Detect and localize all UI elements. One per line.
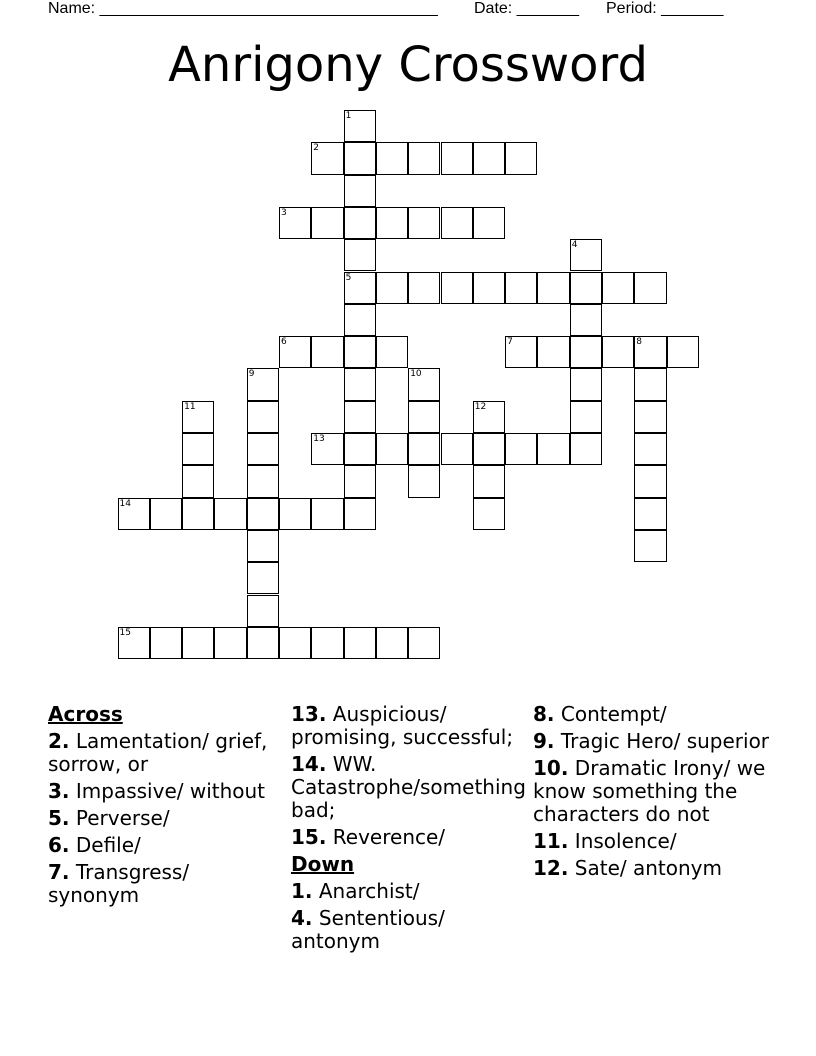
grid-cell[interactable] xyxy=(311,433,343,465)
page-title: Anrigony Crossword xyxy=(168,37,648,93)
grid-cell[interactable] xyxy=(376,336,408,368)
grid-cell[interactable] xyxy=(311,627,343,659)
grid-cell[interactable] xyxy=(376,627,408,659)
grid-cell[interactable] xyxy=(408,272,440,304)
grid-cell[interactable] xyxy=(408,433,440,465)
grid-cell[interactable] xyxy=(311,336,343,368)
clue-number: 6 xyxy=(281,337,287,348)
grid-cell[interactable] xyxy=(408,142,440,174)
grid-cell[interactable] xyxy=(247,465,279,497)
grid-cell[interactable] xyxy=(118,498,150,530)
grid-cell[interactable] xyxy=(182,498,214,530)
grid-cell[interactable] xyxy=(408,368,440,400)
grid-cell[interactable] xyxy=(537,433,569,465)
grid-cell[interactable] xyxy=(473,207,505,239)
grid-cell[interactable] xyxy=(634,433,666,465)
grid-cell[interactable] xyxy=(376,142,408,174)
grid-cell[interactable] xyxy=(344,239,376,271)
grid-cell[interactable] xyxy=(247,433,279,465)
clue-number: 7 xyxy=(507,337,513,348)
grid-cell[interactable] xyxy=(667,336,699,368)
clue-down-1: 1. Anarchist/ xyxy=(291,879,420,903)
grid-cell[interactable] xyxy=(537,336,569,368)
clue-number: 12 xyxy=(474,401,487,412)
period-field[interactable]: Period: _______ xyxy=(606,0,724,17)
grid-cell[interactable] xyxy=(505,272,537,304)
grid-cell[interactable] xyxy=(311,498,343,530)
name-field[interactable]: Name: ______________________________________ xyxy=(48,0,438,17)
grid-cell[interactable] xyxy=(182,465,214,497)
grid-cell[interactable] xyxy=(344,627,376,659)
grid-cell[interactable] xyxy=(182,401,214,433)
grid-cell[interactable] xyxy=(408,207,440,239)
grid-cell[interactable] xyxy=(473,498,505,530)
grid-cell[interactable] xyxy=(279,336,311,368)
grid-cell[interactable] xyxy=(344,142,376,174)
down-heading: Down xyxy=(291,852,355,876)
clue-number: 2 xyxy=(313,143,320,154)
clue-number: 15 xyxy=(119,627,131,638)
clues-column-3 xyxy=(533,703,773,884)
grid-cell[interactable] xyxy=(344,336,376,368)
grid-cell[interactable] xyxy=(344,368,376,400)
grid-cell[interactable] xyxy=(344,110,376,142)
grid-cell[interactable] xyxy=(182,433,214,465)
grid-cell[interactable] xyxy=(441,272,473,304)
grid-cell[interactable] xyxy=(344,304,376,336)
clues-column-1 xyxy=(48,703,283,911)
grid-cell[interactable] xyxy=(344,433,376,465)
grid-cell[interactable] xyxy=(376,272,408,304)
clue-down-11: 11. Insolence/ xyxy=(533,829,677,853)
grid-cell[interactable] xyxy=(214,498,246,530)
grid-cell[interactable] xyxy=(279,627,311,659)
grid-cell[interactable] xyxy=(505,142,537,174)
grid-cell[interactable] xyxy=(247,368,279,400)
grid-cell[interactable] xyxy=(473,142,505,174)
clue-down-10: 10. Dramatic Irony/ we know something the characters do not xyxy=(533,756,766,826)
grid-cell[interactable] xyxy=(344,175,376,207)
clue-across-6: 6. Defile/ xyxy=(48,833,141,857)
grid-cell[interactable] xyxy=(473,433,505,465)
grid-cell[interactable] xyxy=(247,530,279,562)
clues-column-2 xyxy=(291,703,526,957)
clue-number: 3 xyxy=(281,207,287,218)
date-field[interactable]: Date: _______ xyxy=(474,0,579,17)
grid-cell[interactable] xyxy=(150,627,182,659)
grid-cell[interactable] xyxy=(473,401,505,433)
grid-cell[interactable] xyxy=(150,498,182,530)
grid-cell[interactable] xyxy=(247,595,279,627)
grid-cell[interactable] xyxy=(570,272,602,304)
grid-cell[interactable] xyxy=(344,272,376,304)
grid-cell[interactable] xyxy=(505,336,537,368)
grid-cell[interactable] xyxy=(473,465,505,497)
grid-cell[interactable] xyxy=(634,272,666,304)
grid-cell[interactable] xyxy=(602,336,634,368)
grid-cell[interactable] xyxy=(376,433,408,465)
grid-cell[interactable] xyxy=(344,401,376,433)
clue-down-9: 9. Tragic Hero/ superior xyxy=(533,729,770,753)
grid-cell[interactable] xyxy=(634,530,666,562)
grid-cell[interactable] xyxy=(311,207,343,239)
grid-cell[interactable] xyxy=(247,401,279,433)
clue-number: 9 xyxy=(248,369,255,380)
grid-cell[interactable] xyxy=(344,498,376,530)
clue-across-15: 15. Reverence/ xyxy=(291,825,446,849)
grid-cell[interactable] xyxy=(634,336,666,368)
clue-across-2: 2. Lamentation/ grief, sorrow, or xyxy=(48,729,268,776)
grid-cell[interactable] xyxy=(408,401,440,433)
grid-cell[interactable] xyxy=(570,401,602,433)
clue-number: 11 xyxy=(184,401,196,412)
clue-across-7: 7. Transgress/ synonym xyxy=(48,860,190,907)
clue-across-3: 3. Impassive/ without xyxy=(48,779,266,803)
grid-cell[interactable] xyxy=(570,304,602,336)
grid-cell[interactable] xyxy=(311,142,343,174)
grid-cell[interactable] xyxy=(214,627,246,659)
clue-down-12: 12. Sate/ antonym xyxy=(533,856,722,880)
grid-cell[interactable] xyxy=(570,433,602,465)
grid-cell[interactable] xyxy=(634,368,666,400)
grid-cell[interactable] xyxy=(634,401,666,433)
clue-number: 10 xyxy=(410,369,422,380)
grid-cell[interactable] xyxy=(344,465,376,497)
grid-cell[interactable] xyxy=(344,207,376,239)
grid-cell[interactable] xyxy=(247,498,279,530)
grid-cell[interactable] xyxy=(247,562,279,594)
grid-cell[interactable] xyxy=(118,627,150,659)
grid-cell[interactable] xyxy=(376,207,408,239)
clue-across-14: 14. WW. Catastrophe/something bad; xyxy=(291,753,526,822)
clue-across-13: 13. Auspicious/ promising, successful; xyxy=(291,702,514,749)
grid-cell[interactable] xyxy=(570,239,602,271)
grid-cell[interactable] xyxy=(634,498,666,530)
grid-cell[interactable] xyxy=(279,498,311,530)
grid-cell[interactable] xyxy=(441,142,473,174)
clue-number: 4 xyxy=(571,240,578,251)
grid-cell[interactable] xyxy=(537,272,569,304)
clue-number: 1 xyxy=(345,111,352,121)
grid-cell[interactable] xyxy=(570,368,602,400)
grid-cell[interactable] xyxy=(408,627,440,659)
grid-cell[interactable] xyxy=(473,272,505,304)
grid-cell[interactable] xyxy=(602,272,634,304)
grid-cell[interactable] xyxy=(634,465,666,497)
grid-cell[interactable] xyxy=(441,207,473,239)
grid-cell[interactable] xyxy=(570,336,602,368)
grid-cell[interactable] xyxy=(182,627,214,659)
clue-down-4: 4. Sententious/ antonym xyxy=(291,906,445,953)
clue-number: 13 xyxy=(313,434,325,444)
clue-number: 14 xyxy=(119,498,131,509)
grid-cell[interactable] xyxy=(408,465,440,497)
grid-cell[interactable] xyxy=(279,207,311,239)
across-heading: Across xyxy=(48,702,123,726)
clue-number: 5 xyxy=(345,272,352,283)
clue-number: 8 xyxy=(636,337,643,348)
grid-cell[interactable] xyxy=(505,433,537,465)
clue-down-8: 8. Contempt/ xyxy=(533,702,667,726)
grid-cell[interactable] xyxy=(247,627,279,659)
grid-cell[interactable] xyxy=(441,433,473,465)
clue-across-5: 5. Perverse/ xyxy=(48,806,170,830)
